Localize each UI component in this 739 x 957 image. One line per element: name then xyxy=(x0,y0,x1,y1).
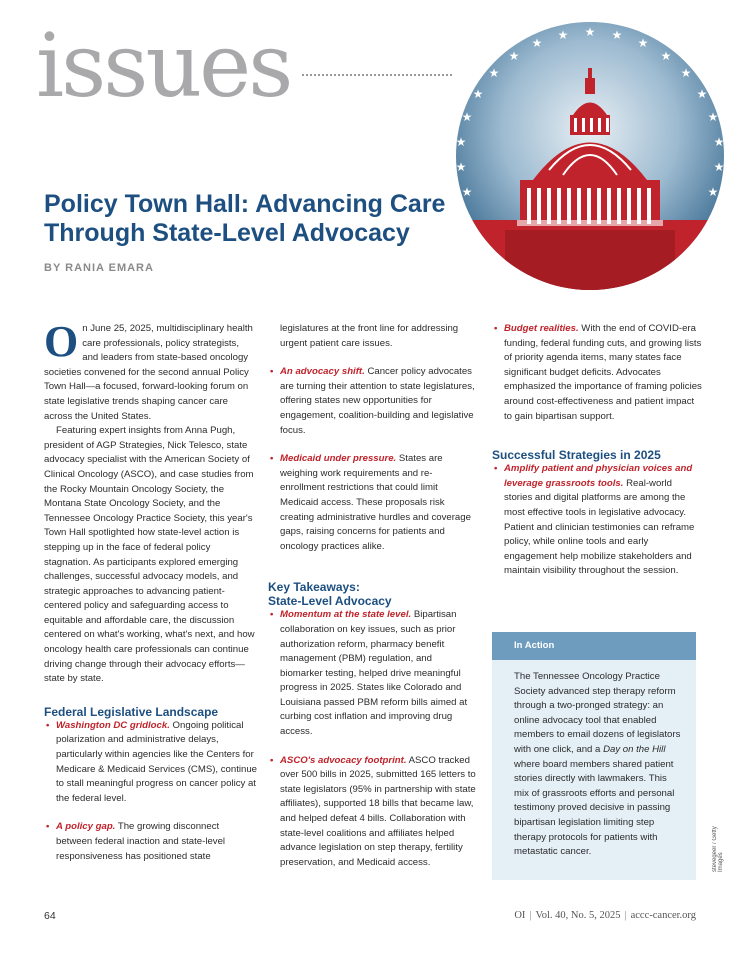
photo-credit: stevegeer / Getty Images xyxy=(712,826,724,872)
bullet-item xyxy=(268,365,476,438)
svg-text:★: ★ xyxy=(488,66,500,80)
takeaways-heading-line-1: Key Takeaways: xyxy=(268,580,360,595)
bullet-item xyxy=(268,452,476,554)
bullet-item xyxy=(492,322,702,424)
bullet-text: Cancer policy advocates are turning their attention to state legislatures, offering states new opportunities for engagement, coalition-building and legislative focus. xyxy=(280,366,475,436)
bullet-lead: Medicaid under pressure. xyxy=(280,453,397,465)
svg-text:★: ★ xyxy=(707,185,719,199)
separator: | xyxy=(529,910,532,921)
svg-text:★: ★ xyxy=(637,36,649,50)
website: accc-cancer.org xyxy=(630,910,696,921)
bullet-lead: ASCO's advocacy footprint. xyxy=(280,754,407,766)
sidebar-text-1: The Tennessee Oncology Practice Society advanced step therapy reform through a two-pronged strategy: an online advocacy tool that enabled members to email dozens of legislators with one click, and a xyxy=(514,671,681,755)
bullet-text: Ongoing political polarization and administrative delays, particularly within agencies like the Centers for Medicare & Medicaid Services (CMS), continue to stall meaningful progress on cancer policy at the federal level. xyxy=(56,719,258,804)
svg-text:★: ★ xyxy=(557,28,569,42)
in-action-sidebar xyxy=(492,632,696,880)
sidebar-italic-text: Day on the Hill xyxy=(603,743,666,755)
journal-abbrev: OI xyxy=(514,910,526,921)
sidebar-title: In Action xyxy=(492,632,696,660)
continuation-text: legislatures at the front line for addressing urgent patient care issues. xyxy=(280,323,459,349)
bullet-item xyxy=(44,719,257,807)
bullet-lead: A policy gap. xyxy=(56,821,116,833)
svg-text:★: ★ xyxy=(696,87,708,101)
bullet-lead: Amplify patient and physician voices and leverage grassroots tools. xyxy=(504,463,693,489)
takeaways-heading-line-2: State-Level Advocacy xyxy=(268,594,392,609)
svg-text:★: ★ xyxy=(531,36,543,50)
footer-info xyxy=(514,910,696,921)
section-masthead: issues xyxy=(36,14,291,117)
article-title: Policy Town Hall: Advancing Care Through State-Level Advocacy xyxy=(44,190,446,247)
separator: | xyxy=(624,910,627,921)
strategies-heading: Successful Strategies in 2025 xyxy=(492,448,661,463)
federal-heading: Federal Legislative Landscape xyxy=(44,704,219,719)
svg-text:★: ★ xyxy=(461,185,473,199)
bullet-item xyxy=(492,462,702,579)
bullet-lead: Budget realities. xyxy=(504,323,579,334)
svg-text:★: ★ xyxy=(713,135,725,149)
svg-text:★: ★ xyxy=(680,66,692,80)
svg-text:★: ★ xyxy=(508,49,520,63)
issue-info: Vol. 40, No. 5, 2025 xyxy=(535,910,621,921)
bullet-text: Bipartisan collaboration on key issues, such as prior authorization reform, pharmacy benefit management (PBM) regulation, and biomarker testing, helped drive meaningful progress in 2025. States like Colorado and Louisiana passed PBM reform bills aimed at curbing cost inflation and improving drug access. xyxy=(280,609,468,738)
svg-text:★: ★ xyxy=(611,28,623,42)
svg-text:★: ★ xyxy=(584,25,596,39)
bullet-item xyxy=(44,820,257,864)
takeaways-heading xyxy=(268,580,476,608)
dotted-divider xyxy=(302,74,452,76)
page-number: 64 xyxy=(44,910,56,922)
column-1 xyxy=(44,317,258,864)
svg-text:★: ★ xyxy=(455,160,467,174)
bullet-text: The growing disconnect between federal inaction and state-level responsiveness has positioned state xyxy=(56,821,226,862)
column-3 xyxy=(492,322,702,579)
svg-text:★: ★ xyxy=(461,110,473,124)
svg-text:★: ★ xyxy=(472,87,484,101)
drop-cap: O xyxy=(44,317,79,366)
svg-text:★: ★ xyxy=(707,110,719,124)
intro-paragraph xyxy=(44,317,257,424)
bullet-text: States are weighing work requirements and re-enrollment restrictions that could limit Medicaid access. These proposals risk creating administrative hurdles and coverage gaps, raising concerns for patients and oncology practices alike. xyxy=(280,453,471,552)
bullet-text: Real-world stories and digital platforms are among the most effective tools in legislative advocacy. Patient and clinician testimonies can reframe policy, while online tools and early engagement help mobilize stakeholders and maintain visibility throughout the session. xyxy=(504,477,695,577)
svg-text:★: ★ xyxy=(455,135,467,149)
bullet-text: With the end of COVID-era funding, federal funding cuts, and growing lists of priority agenda items, many states face significant budget deficits. Advocates emphasized the importance of framing policies around cost-effectiveness and patient impact to gain bipartisan support. xyxy=(504,323,702,422)
bullet-lead: An advocacy shift. xyxy=(280,366,365,378)
intro-text: n June 25, 2025, multidisciplinary health care professionals, policy strategists, and leaders from state-based oncology societies convened for the second annual Policy Town Hall—a focused, forward-looking forum on state legislative trends shaping cancer care across the United States. xyxy=(44,323,253,422)
byline: BY RANIA EMARA xyxy=(44,262,154,274)
bullet-lead: Washington DC gridlock. xyxy=(56,719,170,731)
column-2 xyxy=(268,322,476,870)
svg-text:★: ★ xyxy=(713,160,725,174)
paragraph-2: Featuring expert insights from Anna Pugh, president of AGP Strategies, Nick Telesco, state advocacy specialist with the American Society of Clinical Oncology (ASCO), and case studies from the Rocky Mountain Oncology Society, the Montana State Oncology Society, and the Tennessee Oncology Practice Society, this year's Town Hall spotlighted how state-level action is stepping up in the face of federal policy stagnation. As participants explored emerging challenges, successful advocacy models, and strategic approaches to advancing patient-centered policy and safeguarding access to equitable and affordable care, the discussion centered on what's working, what's next, and how oncology health care professionals can continue driving change through their advocacy efforts—state by state. xyxy=(44,425,255,685)
bullet-lead: Momentum at the state level. xyxy=(280,609,412,621)
bullet-text: ASCO tracked over 500 bills in 2025, submitted 165 letters to state legislators (95% in partnership with state affiliates), supported 18 bills that became law, and helped defeat 4 bills. Collaboration with state-level coalitions and affiliates helped advance legislation on step therapy, fertility preservation, and Medicaid access. xyxy=(280,754,476,868)
bullet-item xyxy=(268,608,476,739)
bullet-item xyxy=(268,754,476,871)
sidebar-body xyxy=(492,660,696,860)
capitol-illustration xyxy=(445,20,735,292)
sidebar-text-2: where board members shared patient stories directly with lawmakers. This mix of grassroots efforts and personal testimony proved decisive in passing bipartisan legislation limiting step therapy protocols for patients with metastatic cancer. xyxy=(514,758,675,858)
svg-text:★: ★ xyxy=(660,49,672,63)
